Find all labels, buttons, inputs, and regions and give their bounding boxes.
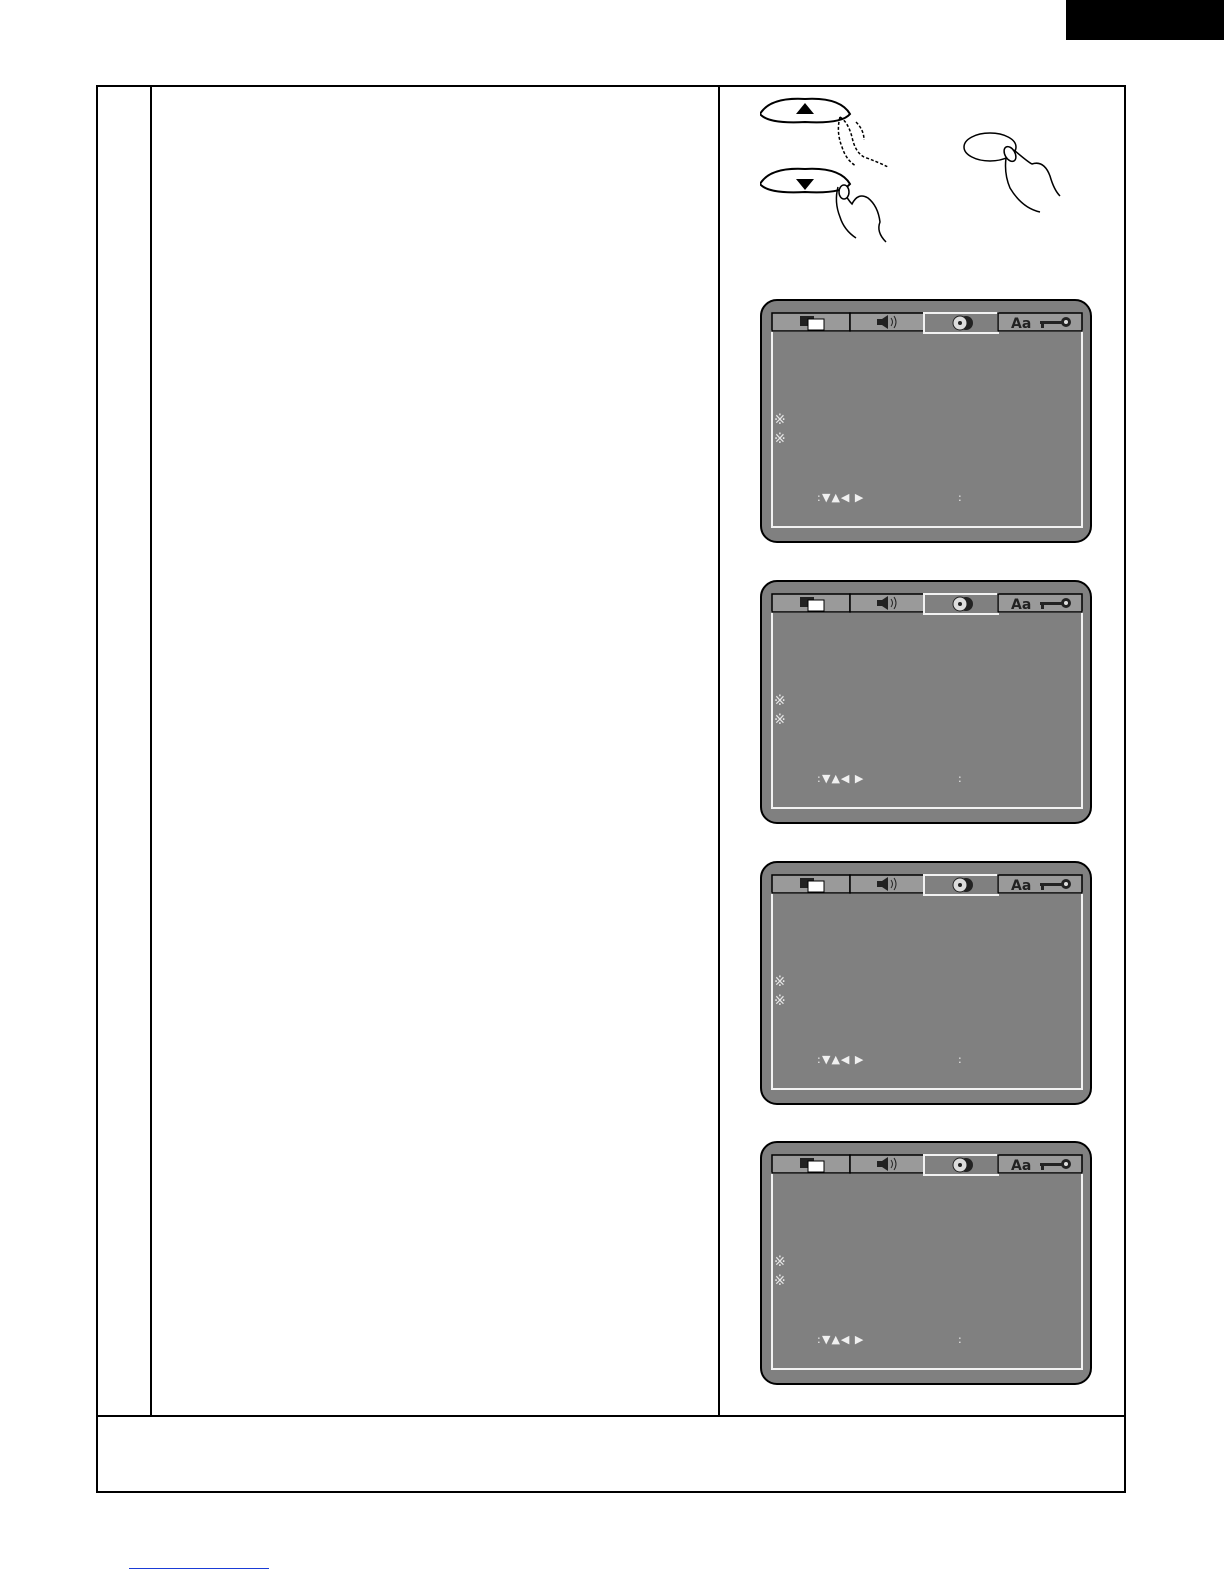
note-mark: ※	[774, 693, 786, 709]
nav-separator: :	[817, 1333, 821, 1346]
nav-separator: :	[817, 491, 821, 504]
disc-icon	[953, 1158, 973, 1172]
note-mark: ※	[774, 974, 786, 990]
note-mark: ※	[774, 712, 786, 728]
down-arrow-button-icon	[760, 169, 850, 193]
enter-separator: :	[958, 1333, 962, 1346]
osd-screen-3	[760, 861, 1094, 1105]
svg-text:Aa: Aa	[1011, 1158, 1032, 1174]
language-icon	[1011, 1158, 1031, 1174]
enter-separator: :	[958, 1053, 962, 1066]
nav-arrows-hint: ▼▲◀ ▶	[822, 1053, 865, 1066]
svg-text:Aa: Aa	[1011, 316, 1032, 332]
enter-separator: :	[958, 772, 962, 785]
note-mark: ※	[774, 1273, 786, 1289]
note-mark: ※	[774, 412, 786, 428]
osd-screen-1	[760, 299, 1094, 543]
nav-separator: :	[817, 1053, 821, 1066]
footer-link-underline[interactable]	[129, 1568, 269, 1569]
language-icon	[1011, 597, 1031, 613]
nav-arrows-hint: ▼▲◀ ▶	[822, 491, 865, 504]
nav-arrows-hint: ▼▲◀ ▶	[822, 772, 865, 785]
svg-text:Aa: Aa	[1011, 878, 1032, 894]
note-mark: ※	[774, 431, 786, 447]
note-mark: ※	[774, 993, 786, 1009]
pressing-finger-icon	[1002, 145, 1060, 212]
page-corner-tab	[1066, 0, 1224, 40]
nav-separator: :	[817, 772, 821, 785]
language-icon	[1011, 316, 1031, 332]
enter-separator: :	[958, 491, 962, 504]
illustration-column-divider	[718, 86, 720, 1416]
footer-divider	[97, 1415, 1125, 1417]
osd-screen-2	[760, 580, 1094, 824]
language-icon	[1011, 878, 1031, 894]
disc-icon	[953, 878, 973, 892]
up-arrow-button-icon	[760, 99, 850, 123]
disc-icon	[953, 597, 973, 611]
note-mark: ※	[774, 1254, 786, 1270]
svg-text:Aa: Aa	[1011, 597, 1032, 613]
osd-screen-4	[760, 1141, 1094, 1385]
pressing-finger-icon	[836, 185, 886, 242]
disc-icon	[953, 316, 973, 330]
remote-illustration	[760, 92, 1080, 262]
pressing-finger-icon	[838, 117, 888, 167]
left-column-divider	[150, 86, 152, 1416]
nav-arrows-hint: ▼▲◀ ▶	[822, 1333, 865, 1346]
